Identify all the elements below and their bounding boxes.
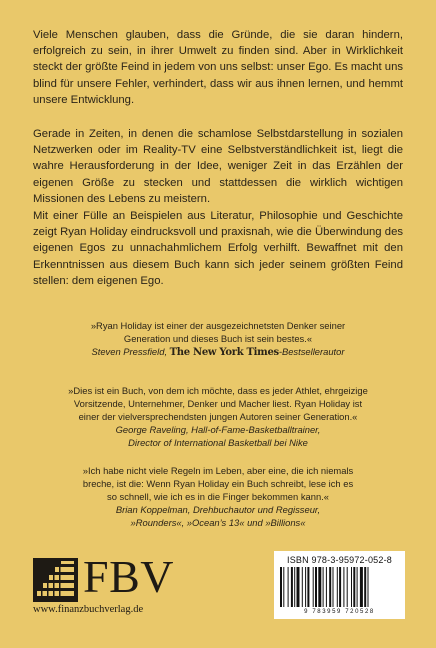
barcode-bars (280, 567, 399, 607)
quote-pressfield (33, 319, 403, 359)
quote-line: »Ryan Holiday ist einer der ausgezeichnetsten Denker seiner (90, 320, 346, 331)
blurb-paragraph-2: Gerade in Zeiten, in denen die schamlose Selbstdarstellung in sozialen Netzwerken oder im Reality-TV eine Selbstverständlichkeit ist, liegt die wahre Herausforderung in der Idee, weniger Zeit in das Erzählen der eigenen Größe zu stecken und stattdessen die wirklich wichtigen Missionen des Lebens zu meistern. (33, 128, 403, 205)
nyt-wordmark: The New York Times (169, 347, 279, 358)
publisher-wordmark: FBV (83, 551, 174, 602)
quote-attribution: Brian Koppelman, Drehbuchautor und Regisseur, (115, 504, 321, 515)
quote-koppelman (33, 464, 403, 529)
quote-attribution (33, 345, 403, 359)
barcode-digits: 9 783959 720528 (304, 609, 375, 615)
attribution-suffix: -Bestsellerautor (278, 346, 345, 357)
attribution-name: Steven Pressfield, (91, 346, 168, 357)
isbn-barcode (274, 551, 405, 619)
isbn-label: ISBN 978-3-95972-052-8 (287, 555, 392, 565)
quote-attribution: George Raveling, Hall-of-Fame-Basketballtrainer, (115, 424, 321, 435)
publisher-url: www.finanzbuchverlag.de (33, 604, 144, 615)
quote-attribution: Director of International Basketball bei Nike (128, 437, 308, 448)
quote-attribution: »Rounders«, »Ocean’s 13« und »Billions« (130, 517, 306, 528)
quote-line: einer der vielversprechendsten jungen Autoren seiner Generation.« (78, 411, 358, 422)
quote-line: breche, ist die: Wenn Ryan Holiday ein Buch schreibt, lese ich es (82, 478, 354, 489)
quote-line: so schnell, wie ich es in die Finger bekommen kann.« (107, 491, 329, 502)
quote-line: Generation und dieses Buch ist sein bestes.« (123, 333, 313, 344)
quote-raveling (33, 384, 403, 449)
blurb-paragraph-1: Viele Menschen glauben, dass die Gründe, die sie daran hindern, erfolgreich zu sein, in ihrer Umwelt zu finden sind. Aber in Wirklichkeit steckt der größte Feind in jedem von uns selbst: unser Ego. Es macht uns blind für unsere Fehler, verhindert, dass wir aus ihnen lernen, und hemmt unsere Entwicklung. (33, 29, 403, 106)
quote-line: Vorsitzende, Unternehmer, Denker und Macher liest. Ryan Holiday ist (73, 398, 363, 409)
stairs-logo-icon (33, 558, 78, 602)
quote-line: »Dies ist ein Buch, von dem ich möchte, dass es jeder Athlet, ehrgeizige (68, 385, 368, 396)
blurb-paragraph-3: Mit einer Fülle an Beispielen aus Literatur, Philosophie und Geschichte zeigt Ryan Holiday eindrucksvoll und praxisnah, wie die Überwindung des eigenen Egos zu unnachahmlichem Erfolg verhilft. Bewaffnet mit den Erkenntnissen aus diesem Buch kann sich jeder seinem größten Feind stellen: dem eigenen Ego. (33, 210, 403, 287)
quote-line: »Ich habe nicht viele Regeln im Leben, aber eine, die ich niemals (82, 465, 354, 476)
